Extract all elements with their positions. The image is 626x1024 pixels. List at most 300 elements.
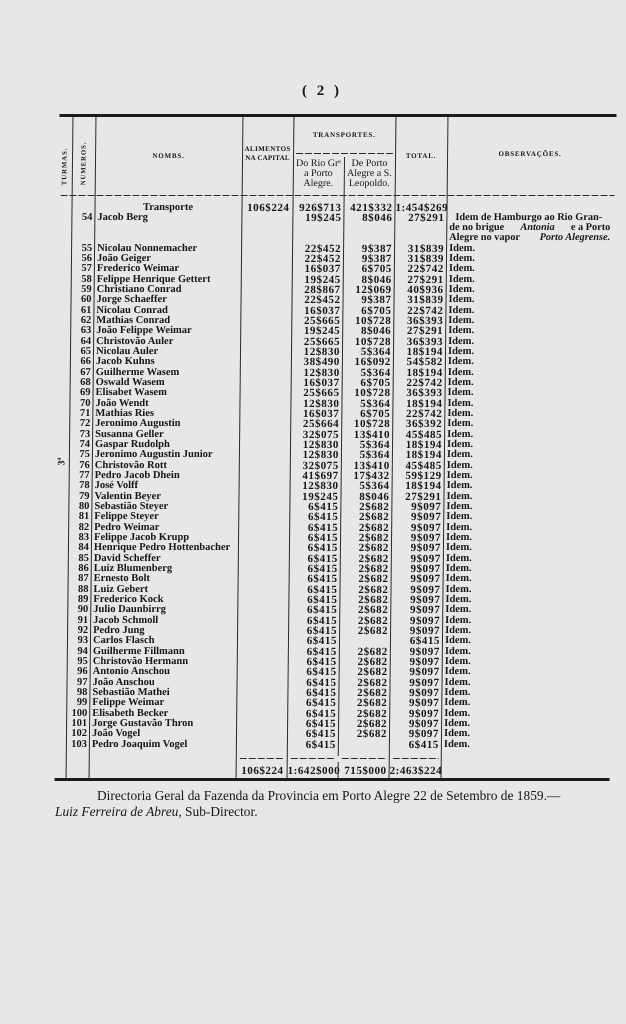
signatory-name: Luiz Ferreira de Abreu [55,804,179,819]
row-number: 88 [77,583,89,595]
row-number: 103 [71,738,87,750]
row-number: 59 [81,284,92,296]
row-number: 77 [79,470,90,482]
row-de-porto: 5$364 [360,397,391,410]
row-total: 9$097 [409,604,441,617]
row-name: Frederico Kock [93,594,164,606]
row-name: Pedro Weimar [94,521,160,533]
row-de-porto: 2$682 [358,532,390,545]
row-de-porto: 2$682 [358,542,390,555]
row-number: 95 [77,656,88,668]
row-observacao: Idem. [448,263,475,275]
row-number: 66 [80,356,91,368]
row-observacao: Idem. [445,604,472,616]
row-total: 22$742 [407,304,444,317]
row-de-porto: 9$387 [361,242,393,255]
row-do-rio: 12$830 [302,449,339,462]
row-de-porto: 8$046 [362,211,393,224]
row-do-rio: 6$415 [306,697,337,710]
row-total: 9$097 [408,728,440,741]
row-de-porto: 10$728 [354,387,391,400]
row-do-rio: 6$415 [307,573,338,586]
row-do-rio: 22$452 [304,242,342,255]
row-name: Elisabeth Becker [92,707,169,719]
row-de-porto: 12$069 [355,284,392,297]
grand-total: 2:463$224 [389,764,443,777]
row-do-rio: 19$245 [302,490,339,503]
row-de-porto: 2$682 [358,573,389,586]
row-number: 55 [81,242,93,254]
row-total: 9$097 [410,583,441,596]
row-number: 87 [78,573,89,585]
row-do-rio: 6$415 [307,532,339,545]
row-do-rio: 25$665 [303,315,341,328]
row-de-porto: 8$046 [361,273,392,286]
header-total: TOTAL. [405,152,437,160]
row-do-rio: 25$665 [303,335,341,348]
row-number: 64 [80,335,92,347]
row-number: 73 [79,428,91,440]
row-total: 31$839 [407,242,445,255]
row-number: 63 [80,325,92,337]
row-do-rio: 6$415 [306,666,337,679]
row-name: Jacob Berg [97,211,148,223]
row-observacao: Idem. [445,625,472,637]
row-number: 80 [78,501,90,513]
row-do-rio: 16$037 [302,408,340,421]
signatory-title: , Sub-Director. [178,804,258,819]
row-do-rio: 6$415 [308,501,339,514]
row-number: 94 [77,645,88,657]
row-observacao: Idem. [444,687,471,699]
row-de-porto: 10$728 [354,315,392,328]
row-de-porto: 2$682 [358,583,389,596]
row-total: 27$291 [407,273,444,286]
row-name: Jorge Schaeffer [96,294,167,306]
row-total: 22$742 [407,263,444,276]
row-name: Mathias Conrad [96,315,171,327]
row-number: 58 [81,273,92,285]
row-do-rio: 25$665 [303,387,340,400]
row-name: Antonio Anschou [92,666,171,678]
row-total: 27$291 [406,325,444,338]
row-de-porto: 6$705 [361,304,392,317]
row-name: Sebastião Mathei [92,687,170,699]
row-number: 65 [80,346,92,358]
row-observacao: Idem. [444,718,471,730]
row-name: Pedro Jacob Dhein [94,470,180,482]
row-do-rio: 6$415 [305,707,337,720]
row-observacao: Idem. [448,325,475,337]
transporte-de-porto: 421$332 [350,201,393,214]
row-observacao: Idem. [444,656,471,668]
row-de-porto: 6$705 [360,408,391,421]
row-observacao: Idem. [447,428,474,440]
row-observacao: Idem. [447,408,474,420]
row-number: 60 [80,294,92,306]
row-number: 82 [78,521,90,533]
row-total: 36$393 [406,315,444,328]
row-do-rio: 16$037 [304,263,341,276]
row-observacao: Idem. [448,294,475,306]
row-de-porto: 2$682 [357,666,388,679]
row-name: Elisabet Wasem [95,387,167,399]
row-total: 54$582 [406,356,443,369]
row-do-rio: 19$245 [303,325,341,338]
row-name: Ernesto Bolt [93,573,150,585]
row-name: Jacob Kuhns [95,356,155,368]
transporte-total: 1:454$269 [395,201,449,214]
row-name: Jeronimo Augustin [95,418,181,430]
row-de-porto: 9$387 [361,253,393,266]
row-name: Pedro Jung [93,625,145,637]
row-name: Guilherme Wasem [95,366,180,378]
row-number: 71 [79,408,91,420]
row-number: 56 [81,253,93,265]
row-do-rio: 6$415 [307,583,338,596]
row-total: 9$097 [409,625,441,638]
row-number: 97 [76,676,88,688]
row-observacao: Idem. [448,273,475,285]
row-number: 68 [80,377,91,389]
totals-rule-total [393,758,439,759]
row-total: 18$194 [406,346,444,359]
row-observacao: Idem. [444,666,471,678]
row-de-porto: 16$092 [354,356,391,369]
row-name: Jeronimo Augustin Junior [94,449,213,461]
row-observacao: Idem. [448,315,475,327]
row-name: Felippe Steyer [94,511,159,523]
row-do-rio: 16$037 [304,304,341,317]
row-de-porto: 2$682 [357,625,389,638]
row-number: 74 [79,439,91,451]
row-name: Valentin Beyer [94,490,161,502]
row-total: 9$097 [410,532,442,545]
header-nomes: NOMBS. [152,152,185,160]
observacao-text: e a Porto [570,222,611,234]
row-de-porto: 2$682 [357,687,388,700]
row-total: 9$097 [409,666,440,679]
row-do-rio: 12$830 [303,346,341,359]
header-numeros: NUMEROS. [80,141,88,186]
row-de-porto: 9$387 [361,294,392,307]
row-do-rio: 12$830 [303,366,340,379]
row-observacao: Idem. [445,563,472,575]
row-name: Mathias Ries [95,408,155,420]
row-total: 9$097 [409,676,440,689]
row-name: Julio Daunbirrg [93,604,167,616]
row-do-rio: 19$245 [305,211,342,224]
row-number: 79 [78,490,90,502]
totals-rule-alimentos [240,758,284,759]
row-total: 9$097 [410,594,441,607]
row-de-porto: 2$682 [356,707,388,720]
row-observacao: Idem. [445,552,472,564]
row-do-rio: 6$415 [305,738,336,751]
row-total: 9$097 [410,552,441,565]
footer-signature [55,804,258,820]
row-observacao: Idem. [445,573,472,585]
row-do-rio: 6$415 [306,625,338,638]
row-do-rio: 6$415 [306,635,338,648]
row-de-porto: 2$682 [358,594,389,607]
observacao-text: Alegre no vapor [449,232,521,244]
row-observacao: Idem. [444,707,471,719]
row-de-porto: 6$705 [361,263,392,276]
row-name: Susanna Geller [95,428,164,440]
row-de-porto: 10$728 [354,335,392,348]
table-bottom-rule [55,778,610,781]
row-observacao: Idem. [447,366,474,378]
table-top-rule [59,114,616,117]
row-observacao: Idem. [446,449,473,461]
row-total: 9$097 [409,645,440,658]
row-name: David Scheffer [93,552,161,564]
row-do-rio: 6$415 [307,563,338,576]
row-number: 93 [77,635,89,647]
row-number: 78 [79,480,90,492]
row-de-porto: 2$682 [356,718,388,731]
row-name: Felippe Jacob Krupp [94,532,190,544]
row-do-rio: 12$830 [302,480,339,493]
row-de-porto: 5$364 [360,366,391,379]
row-number: 81 [78,511,90,523]
row-observacao: Idem. [446,459,473,471]
row-de-porto: 2$682 [357,604,389,617]
row-number: 99 [76,697,88,709]
row-do-rio: 12$830 [303,397,340,410]
row-de-porto: 5$364 [360,346,392,359]
row-name: Henrique Pedro Hottenbacher [93,542,231,554]
row-total: 31$839 [407,294,444,307]
row-name: José Volff [94,480,139,492]
table-row [0,740,623,750]
header-observacoes: OBSERVAÇÕES. [498,150,562,158]
row-name: Felippe Henrique Gettert [96,273,211,285]
row-total: 27$291 [405,490,442,503]
row-total: 9$097 [410,511,442,524]
row-total: 9$097 [410,521,442,534]
header-transportes: TRANSPORTES. [312,131,376,139]
row-name: Luiz Blumenberg [93,563,173,575]
row-do-rio: 6$415 [307,521,339,534]
row-do-rio: 41$697 [302,470,339,483]
row-name: João Felippe Weimar [96,325,192,337]
row-do-rio: 22$452 [304,253,342,266]
row-observacao: Idem. [444,635,472,647]
row-de-porto: 2$682 [358,521,390,534]
row-observacao: Idem. [446,480,473,492]
row-de-porto: 2$682 [357,645,388,658]
row-total: 18$194 [405,439,443,452]
header-de-porto-line1: De Porto [351,158,388,169]
row-de-porto: 5$364 [359,480,390,493]
row-number: 98 [76,687,88,699]
row-total: 9$097 [409,656,440,669]
row-number: 62 [80,315,92,327]
row-observacao: Idem. [444,697,471,709]
row-observacao: Idem. [447,418,474,430]
row-do-rio: 19$245 [304,273,341,286]
row-observacao: Idem. [445,542,472,554]
row-observacao: Idem. [445,594,472,606]
row-do-rio: 6$415 [307,594,338,607]
row-observacao: Idem. [446,470,473,482]
row-number: 70 [79,397,91,409]
row-name: Nicolau Nonnemacher [97,242,198,254]
row-de-porto: 2$682 [359,501,390,514]
row-name: Carlos Flasch [92,635,155,647]
row-do-rio: 12$830 [302,439,340,452]
row-name: Frederico Weimar [96,263,180,275]
row-observacao: Idem. [448,284,475,296]
row-de-porto: 2$682 [358,552,389,565]
row-do-rio: 22$452 [304,294,341,307]
row-de-porto: 10$728 [353,418,391,431]
row-de-porto: 13$410 [353,428,391,441]
row-total: 36$393 [406,335,444,348]
table-row [2,211,626,244]
row-total: 31$839 [407,253,445,266]
row-name: João Vogel [91,728,141,740]
header-do-rio-line1: Do Rio Grᵉ [296,158,341,169]
row-de-porto: 2$682 [356,728,388,741]
row-total: 6$415 [408,738,439,751]
row-number: 85 [78,552,89,564]
header-do-rio-line3: Alegre. [303,178,334,189]
row-do-rio: 6$415 [307,552,338,565]
row-total: 9$097 [409,614,441,627]
row-total: 36$392 [405,418,443,431]
row-de-porto: 17$432 [353,470,390,483]
row-do-rio: 32$075 [302,428,340,441]
turma-label: 3ª [56,457,68,466]
row-number: 100 [71,707,88,719]
row-observacao: Idem. [447,377,474,389]
row-do-rio: 6$415 [306,614,338,627]
row-observacao: Idem. [448,335,475,347]
row-name: Sebastião Steyer [94,501,169,513]
row-total: 9$097 [410,542,442,555]
row-total: 9$097 [410,563,441,576]
row-de-porto: 5$364 [359,439,391,452]
row-do-rio: 6$415 [306,604,338,617]
row-do-rio: 6$415 [305,728,337,741]
row-name: João Geiger [96,253,151,265]
row-total: 36$393 [406,387,443,400]
row-total: 18$194 [405,449,442,462]
row-do-rio: 32$075 [302,459,339,472]
row-name: Pedro Joaquim Vogel [91,738,188,750]
row-de-porto: 6$705 [360,377,391,390]
row-do-rio: 6$415 [305,718,337,731]
header-turmas: TURMAS. [61,147,69,186]
row-total: 9$097 [408,707,440,720]
page-number: ( 2 ) [302,83,342,99]
header-do-rio-line2: a Porto [304,168,333,179]
total-do-rio: 1:642$000 [287,764,341,777]
header-alimentos-line2: NA CAPITAL [245,154,290,162]
row-observacao: Idem. [444,645,471,657]
row-total: 9$097 [408,718,440,731]
row-observacao: Idem. [446,532,473,544]
row-de-porto: 13$410 [353,459,390,472]
row-name: João Wendt [95,397,149,409]
observacao-text: Porto Alegrense. [539,232,611,244]
row-name: João Anschou [92,676,155,688]
row-observacao: Idem. [444,676,471,688]
row-de-porto: 5$364 [359,449,390,462]
row-observacao: Idem. [449,242,476,254]
row-name: Nicolau Auler [95,346,159,358]
header-alimentos-line1: ALIMENTOS [244,145,291,153]
row-observacao: Idem. [443,738,470,750]
row-observacao: Idem. [445,583,472,595]
row-de-porto: 2$682 [358,563,389,576]
row-total: 18$194 [405,480,442,493]
observacao-text: de no brigue [449,222,505,234]
row-observacao: Idem. [443,728,471,740]
row-total: 27$291 [408,211,445,224]
row-observacao: Idem. [446,521,473,533]
total-alimentos: 106$224 [241,764,284,777]
row-de-porto: 8$046 [359,490,390,503]
row-number: 96 [77,666,88,678]
row-number: 69 [80,387,91,399]
row-do-rio: 6$415 [306,645,337,658]
row-total: 22$742 [406,377,443,390]
row-number: 86 [78,563,89,575]
header-de-porto-line3: Leopoldo. [348,178,390,189]
row-number: 76 [79,459,90,471]
header-bottom-rule [61,195,615,196]
row-number: 92 [77,625,89,637]
row-observacao: Idem. [445,614,472,626]
row-name: Oswald Wasem [95,377,165,389]
row-number: 61 [80,304,92,316]
row-number: 102 [71,728,88,740]
row-observacao: Idem. [446,439,474,451]
row-de-porto: 2$682 [357,697,388,710]
row-name: Luiz Gebert [93,583,149,595]
row-observacao: Idem. [447,346,475,358]
row-name: Christovão Hermann [92,656,189,668]
row-number: 72 [79,418,91,430]
total-de-porto: 715$000 [344,764,387,777]
row-observacao: Idem. [447,387,474,399]
row-name: Jacob Schmoll [93,614,159,626]
transporte-alimentos: 106$224 [247,201,290,214]
row-de-porto: 2$682 [357,676,388,689]
row-total: 45$485 [405,428,443,441]
row-number: 54 [81,211,93,223]
transporte-label: Transporte [142,201,194,213]
totals-row [0,766,623,776]
transportes-underline [296,153,393,154]
row-observacao: Idem. [448,304,475,316]
row-name: Felippe Weimar [92,697,165,709]
row-number: 84 [78,542,90,554]
row-do-rio: 6$415 [307,511,339,524]
row-do-rio: 16$037 [303,377,340,390]
row-observacao: Idem. [446,511,473,523]
observacao-text: Idem de Hamburgo ao Rio Gran- [455,211,603,223]
row-observacao: Idem. [446,490,473,502]
transporte-do-rio: 926$713 [299,201,342,214]
row-do-rio: 38$490 [303,356,340,369]
row-total: 45$485 [405,459,442,472]
observacao-text: Antonia [520,222,555,234]
